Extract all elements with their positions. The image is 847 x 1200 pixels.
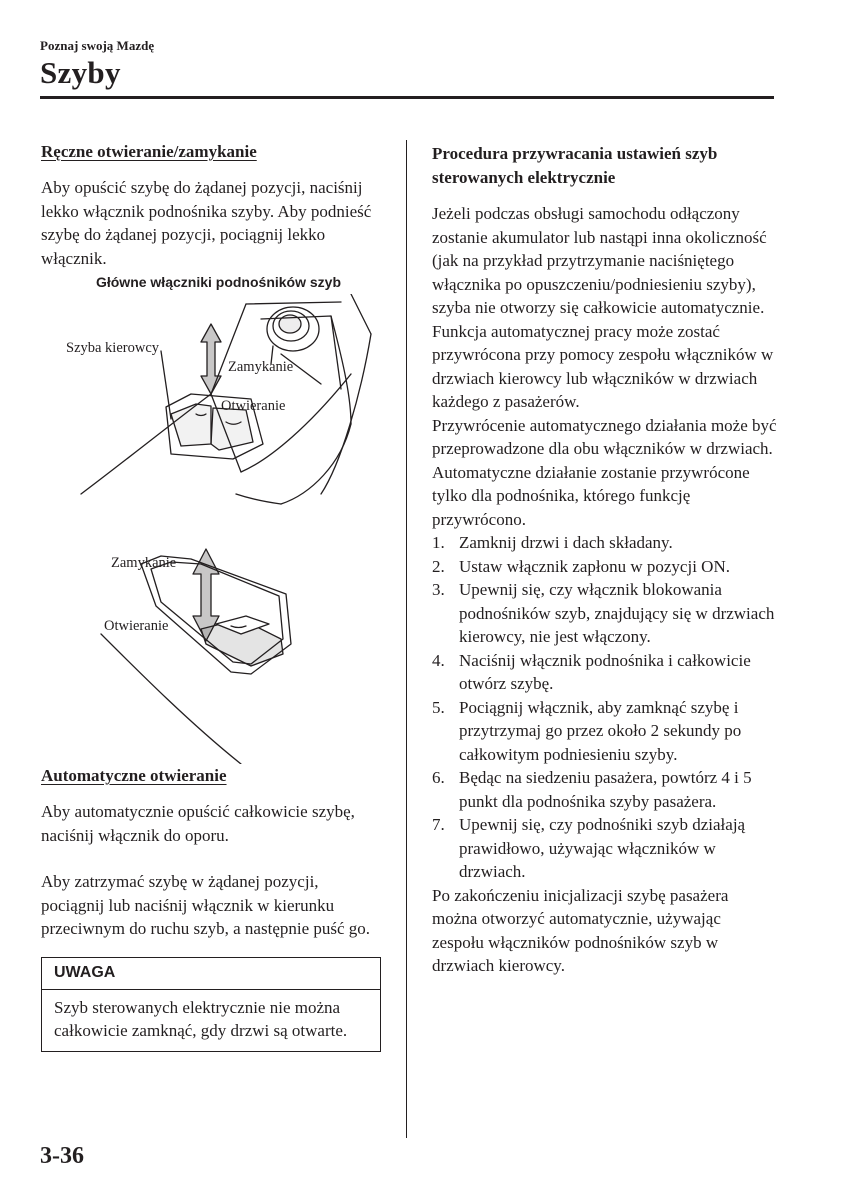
warning-box: [41, 957, 381, 1052]
step-text: Upewnij się, czy włącznik blokowania podnośników szyb, znajdujący się w drzwiach kierowcy, nie jest włączony.: [459, 580, 775, 646]
list-item: [432, 578, 777, 649]
manual-heading: Ręczne otwieranie/zamykanie: [41, 142, 257, 161]
warning-text: Szyb sterowanych elektrycznie nie można całkowicie zamknąć, gdy drzwi są otwarte.: [54, 997, 348, 1040]
step-number: 5.: [432, 697, 445, 717]
list-item: [432, 555, 777, 579]
step-number: 6.: [432, 768, 445, 787]
auto-text-1: Aby automatycznie opuścić całkowicie szybę, naciśnij włącznik do oporu.: [41, 802, 355, 845]
label-driver-window: Szyba kierowcy: [66, 340, 160, 356]
step-number: 4.: [432, 650, 445, 670]
page-title: Szyby: [40, 55, 121, 90]
restore-intro-2: Przywrócenie automatycznego działania może być przeprowadzone dla obu włączników w drzwiach. Automatyczne działanie zostanie przywrócone tylko dla podnośnika, którego funkcję przywrócono.: [432, 415, 777, 529]
step-text: Zamknij drzwi i dach składany.: [459, 533, 673, 552]
list-item: [432, 649, 777, 696]
list-item: [432, 766, 777, 813]
column-divider: [406, 140, 407, 1138]
warning-title: UWAGA: [42, 958, 380, 990]
restore-intro-1: Jeżeli podczas obsługi samochodu odłączony zostanie akumulator lub nastąpi inna okoliczność (jak na przykład przytrzymanie naciśniętego włącznika po opuszczeniu/podniesieniu szyby), szyba nie otworzy się całkowicie automatycznie. Funkcja automatycznej pracy może zostać przywrócona przy pomocy zespołu włączników w drzwiach kierowcy lub włączników w drzwiach każdego z pasażerów.: [432, 204, 774, 411]
header-rule: [40, 96, 774, 99]
left-column: [41, 140, 386, 1052]
page-number: 3-36: [40, 1143, 84, 1169]
manual-text: Aby opuścić szybę do żądanej pozycji, naciśnij lekko włącznik podnośnika szyby. Aby podnieść szybę do żądanej pozycji, pociągnij lekko włącznik.: [41, 178, 372, 268]
right-column: [432, 142, 777, 978]
step-text: Upewnij się, czy podnośniki szyb działają prawidłowo, używając włączników w drzwiach.: [459, 815, 746, 881]
window-switch-illustration: [41, 294, 381, 764]
auto-text-2: Aby zatrzymać szybę w żądanej pozycji, pociągnij lub naciśnij włącznik w kierunku przeciwnym do ruchu szyb, a następnie puść go.: [41, 872, 371, 938]
figure-caption: Główne włączniki podnośników szyb: [95, 274, 342, 290]
restore-heading: Procedura przywracania ustawień szyb sterowanych elektrycznie: [432, 144, 718, 187]
step-text: Naciśnij włącznik podnośnika i całkowicie otwórz szybę.: [459, 650, 751, 693]
step-number: 7.: [432, 815, 445, 834]
list-item: [432, 531, 777, 555]
step-number: 1.: [432, 533, 445, 552]
auto-heading: Automatyczne otwieranie: [41, 766, 227, 785]
step-number: 2.: [432, 556, 445, 576]
breadcrumb: Poznaj swoją Mazdę: [40, 38, 155, 53]
restore-outro: Po zakończeniu inicjalizacji szybę pasażera można otworzyć automatycznie, używając zespołu włączników podnośników szyb w drzwiach kierowcy.: [432, 885, 729, 975]
label-open-bottom: Otwieranie: [104, 618, 169, 634]
label-close-bottom: Zamykanie: [111, 555, 177, 571]
step-text: Będąc na siedzeniu pasażera, powtórz 4 i 5 punkt dla podnośnika szyby pasażera.: [459, 768, 752, 811]
label-close-top: Zamykanie: [228, 359, 294, 375]
list-item: [432, 813, 777, 884]
step-text: Pociągnij włącznik, aby zamknąć szybę i przytrzymaj go przez około 2 sekundy po całkowitym podniesieniu szyby.: [459, 697, 742, 764]
step-number: 3.: [432, 580, 445, 599]
list-item: [432, 696, 777, 767]
label-open-top: Otwieranie: [221, 398, 286, 414]
restore-steps: [432, 531, 777, 884]
step-text: Ustaw włącznik zapłonu w pozycji ON.: [459, 556, 730, 576]
